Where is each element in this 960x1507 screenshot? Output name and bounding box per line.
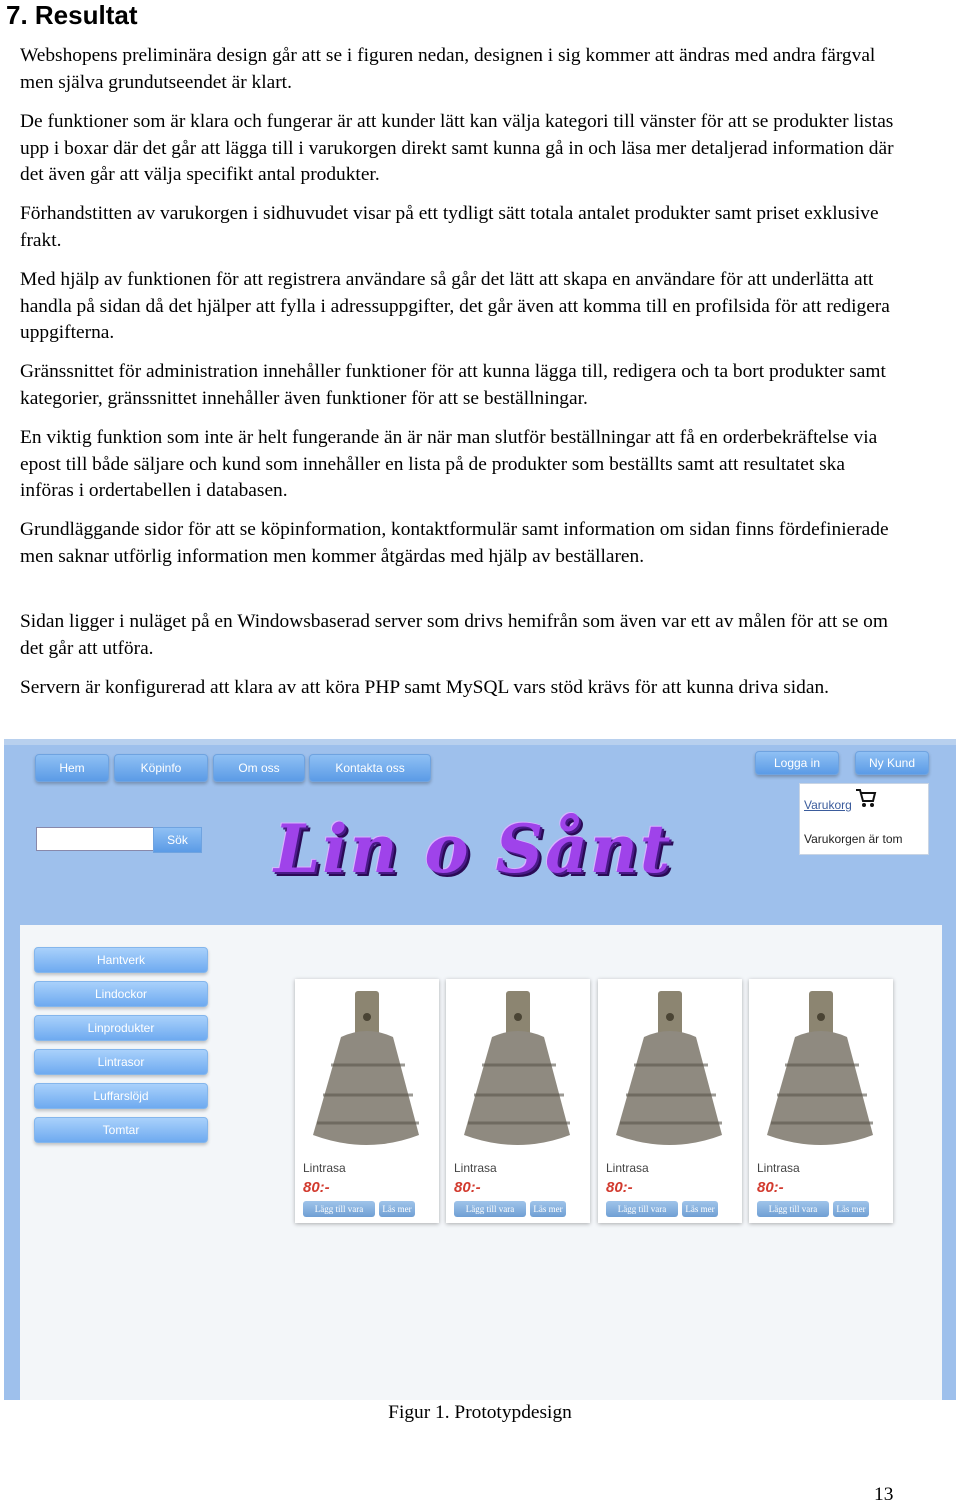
category-hantverk[interactable]: Hantverk bbox=[34, 947, 208, 973]
product-name: Lintrasa bbox=[606, 1161, 649, 1175]
category-lintrasor[interactable]: Lintrasor bbox=[34, 1049, 208, 1075]
shopping-cart-icon bbox=[855, 788, 877, 808]
paragraph-4: Med hjälp av funktionen för att registrera användare så går det lätt att skapa en användare för att underlätta att handla på sidan då det hjälper att fylla i adressuppgifter, det går även att komma till en profilsida för att redigera uppgifterna. bbox=[20, 269, 890, 343]
nav-purchase-info-button[interactable]: Köpinfo bbox=[114, 754, 208, 782]
product-price: 80:- bbox=[303, 1179, 330, 1196]
page-number: 13 bbox=[874, 1484, 894, 1505]
add-to-cart-button[interactable]: Lägg till vara bbox=[606, 1201, 678, 1217]
header-band bbox=[4, 739, 956, 745]
paragraph-5: Gränssnittet för administration innehåller funktioner för att kunna lägga till, redigera och ta bort produkter samt kategorier, gränssnittet innehåller även funktioner för att se beställningar. bbox=[20, 361, 886, 409]
product-name: Lintrasa bbox=[303, 1161, 346, 1175]
login-button[interactable]: Logga in bbox=[755, 751, 839, 775]
prototype-screenshot bbox=[4, 739, 956, 1400]
add-to-cart-button[interactable]: Lägg till vara bbox=[454, 1201, 526, 1217]
product-name: Lintrasa bbox=[454, 1161, 497, 1175]
read-more-button[interactable]: Läs mer bbox=[530, 1201, 566, 1217]
category-tomtar[interactable]: Tomtar bbox=[34, 1117, 208, 1143]
add-to-cart-button[interactable]: Lägg till vara bbox=[757, 1201, 829, 1217]
cart-preview[interactable] bbox=[799, 783, 929, 855]
category-luffarslojd[interactable]: Luffarslöjd bbox=[34, 1083, 208, 1109]
search-input[interactable] bbox=[36, 827, 153, 851]
paragraph-9: Servern är konfigurerad att klara av att köra PHP samt MySQL vars stöd krävs för att kunna driva sidan. bbox=[20, 677, 829, 698]
product-price: 80:- bbox=[606, 1179, 633, 1196]
product-name: Lintrasa bbox=[757, 1161, 800, 1175]
paragraph-3: Förhandstitten av varukorgen i sidhuvudet visar på ett tydligt sätt totala antalet produkter samt priset exklusive frakt. bbox=[20, 203, 879, 251]
product-card bbox=[446, 979, 590, 1223]
category-lindockor[interactable]: Lindockor bbox=[34, 981, 208, 1007]
section-heading: 7. Resultat bbox=[6, 0, 138, 30]
read-more-button[interactable]: Läs mer bbox=[833, 1201, 869, 1217]
product-card bbox=[295, 979, 439, 1223]
paragraph-8: Sidan ligger i nuläget på en Windowsbaserad server som drivs hemifrån som även var ett av målen för att se om det går att utföra. bbox=[20, 611, 888, 659]
product-price: 80:- bbox=[454, 1179, 481, 1196]
paragraph-6: En viktig funktion som inte är helt fungerande än är när man slutför beställningar att få en orderbekräftelse via epost till både säljare och kund som innehåller en lista på de produkter som beställts samt att resultatet ska införas i ordertabellen i databasen. bbox=[20, 427, 878, 501]
cart-status: Varukorgen är tom bbox=[804, 832, 903, 846]
nav-contact-button[interactable]: Kontakta oss bbox=[309, 754, 431, 782]
read-more-button[interactable]: Läs mer bbox=[379, 1201, 415, 1217]
cart-link[interactable]: Varukorg bbox=[804, 798, 852, 812]
shop-logo: Lin o Sånt bbox=[274, 810, 673, 888]
search-button[interactable]: Sök bbox=[153, 827, 202, 853]
paragraph-2: De funktioner som är klara och fungerar är att kunder lätt kan välja kategori till vänster för att se produkter listas upp i boxar där det går att lägga till i varukorgen direkt samt kunna gå in och läsa mer detaljerad information där det även går att välja specifikt antal produkter. bbox=[20, 111, 894, 185]
category-linprodukter[interactable]: Linprodukter bbox=[34, 1015, 208, 1041]
product-card bbox=[598, 979, 742, 1223]
new-customer-button[interactable]: Ny Kund bbox=[855, 751, 929, 775]
product-card bbox=[749, 979, 893, 1223]
nav-home-button[interactable]: Hem bbox=[35, 754, 109, 782]
paragraph-1: Webshopens preliminära design går att se i figuren nedan, designen i sig kommer att ändras med andra färgval men själva grundutseendet är klart. bbox=[20, 45, 876, 93]
nav-about-button[interactable]: Om oss bbox=[213, 754, 305, 782]
figure-caption: Figur 1. Prototypdesign bbox=[388, 1402, 572, 1423]
paragraph-7: Grundläggande sidor för att se köpinformation, kontaktformulär samt information om sidan finns fördefinierade men saknar utförlig information men kommer åtgärdas med hjälp av beställaren. bbox=[20, 519, 889, 567]
product-price: 80:- bbox=[757, 1179, 784, 1196]
read-more-button[interactable]: Läs mer bbox=[682, 1201, 718, 1217]
add-to-cart-button[interactable]: Lägg till vara bbox=[303, 1201, 375, 1217]
